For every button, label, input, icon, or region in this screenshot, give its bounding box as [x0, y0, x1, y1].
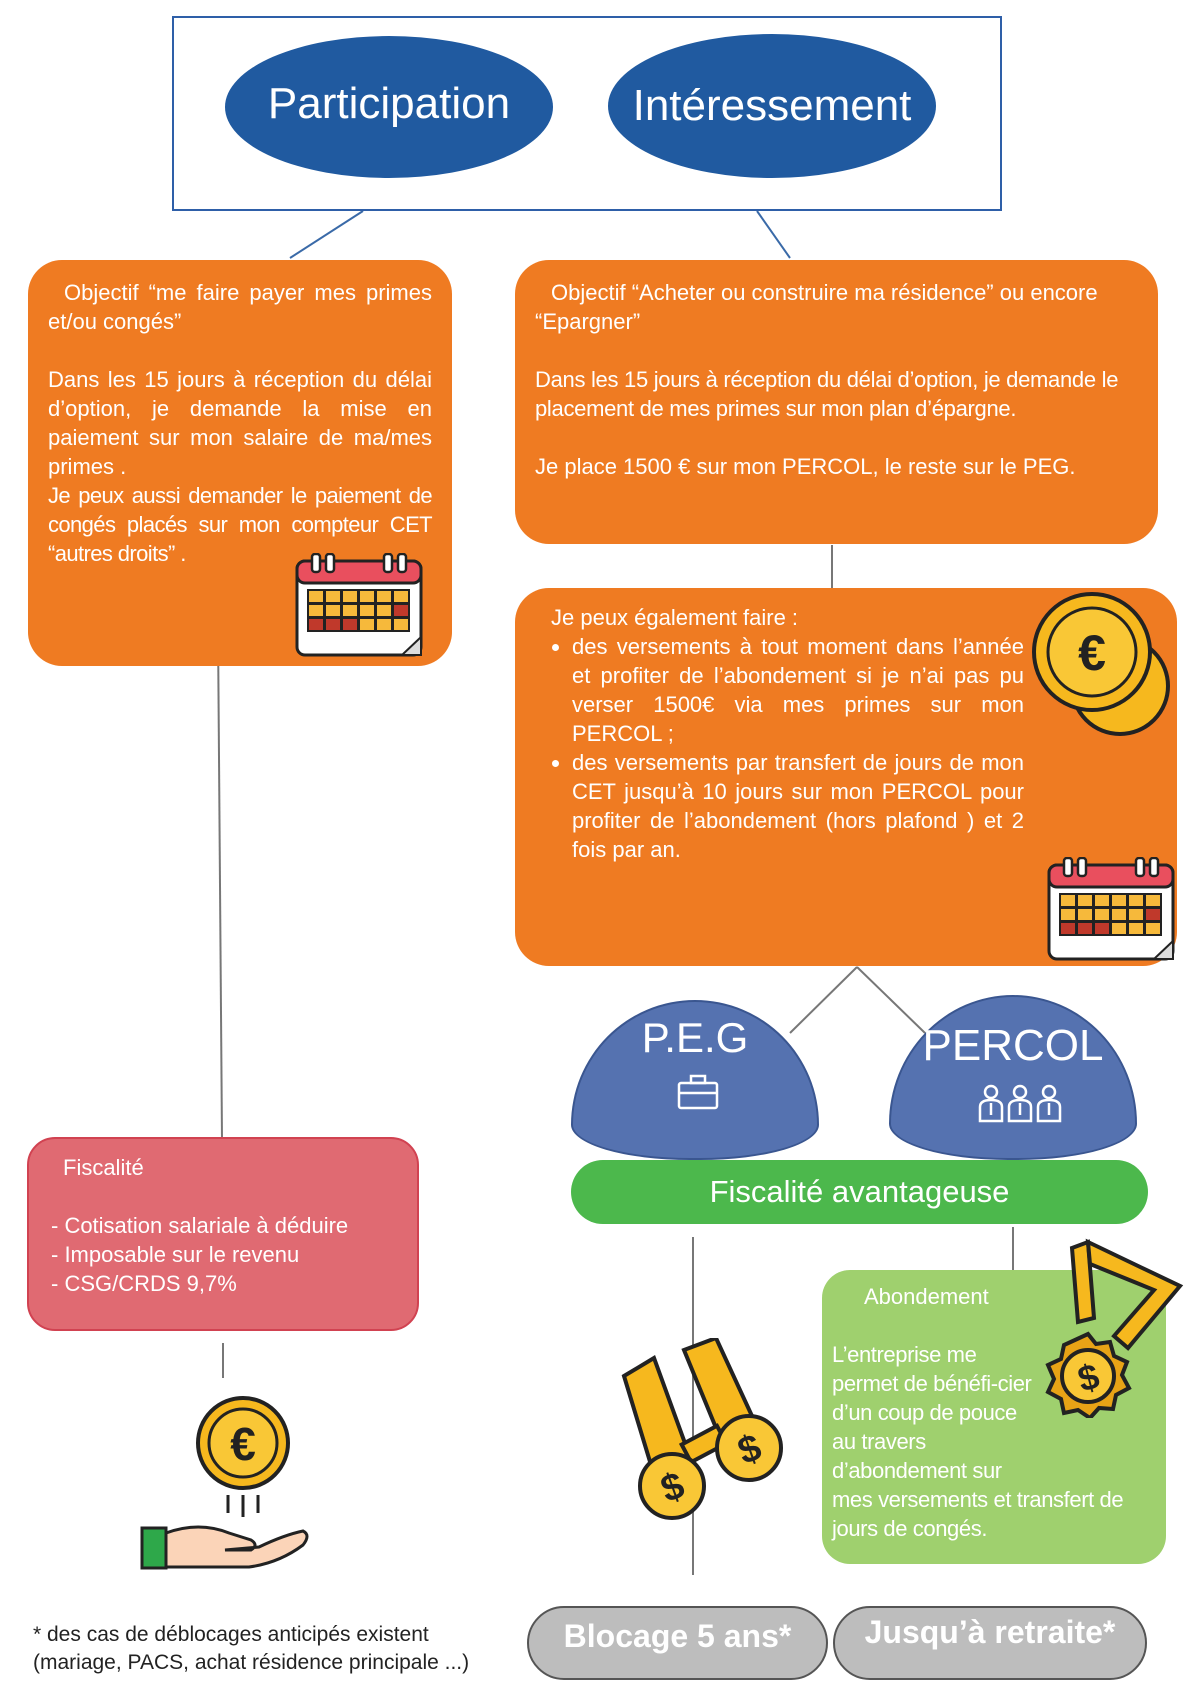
payment-objective-para1: Dans les 15 jours à réception du délai d’option, je demande la mise en paiement sur mon salaire de ma/mes primes .: [48, 367, 432, 479]
fiscalite-item: - Imposable sur le revenu: [51, 1242, 300, 1267]
additional-option-item: • des versements par transfert de jours de mon CET jusqu’à 10 jours sur mon PERCOL pour profiter de l’abondement (hors plafond ) et 2 fois par an.: [572, 748, 1024, 864]
additional-options-list: [551, 632, 1024, 864]
additional-option-item: • des versements à tout moment dans l’année et profiter de l’abondement si je n’ai pas pu verser 1500€ via mes primes sur mon PERCOL ;: [572, 632, 1024, 748]
blocage-pill: [527, 1606, 828, 1680]
retraite-pill: [833, 1606, 1147, 1680]
additional-options-intro: Je peux également faire :: [551, 605, 799, 630]
savings-objective-para2: Je place 1500 € sur mon PERCOL, le reste sur le PEG.: [535, 454, 1076, 479]
percol-label: PERCOL: [922, 1021, 1104, 1070]
payment-objective-para2: Je peux aussi demander le paiement de congés placés sur mon compteur CET “autres droits” .: [48, 483, 432, 566]
calendar-icon: [294, 553, 426, 658]
fiscalite-item: - CSG/CRDS 9,7%: [51, 1271, 237, 1296]
fiscalite-box: [27, 1137, 419, 1331]
svg-text:€: €: [1078, 625, 1106, 681]
footnote-line: (mariage, PACS, achat résidence principale ...): [33, 1651, 470, 1674]
svg-text:$: $: [655, 1464, 690, 1512]
fiscalite-item: - Cotisation salariale à déduire: [51, 1213, 349, 1238]
briefcase-icon: [677, 1074, 719, 1110]
savings-objective-box: [515, 260, 1158, 544]
participation-label: Participation: [267, 79, 511, 128]
abondement-title: Abondement: [864, 1284, 989, 1309]
people-group-icon: [977, 1083, 1063, 1123]
interessement-ellipse: [608, 34, 936, 178]
dollar-binoculars-icon: [614, 1338, 794, 1523]
footnote-line: * des cas de déblocages anticipés existent: [33, 1623, 429, 1646]
savings-objective-title: Objectif “Acheter ou construire ma résidence” ou encore “Epargner”: [535, 280, 1098, 334]
participation-ellipse: [225, 36, 553, 178]
euro-coins-icon: [1028, 590, 1178, 738]
svg-text:$: $: [1073, 1355, 1104, 1400]
svg-text:$: $: [732, 1426, 767, 1474]
fiscalite-avantageuse-label: Fiscalité avantageuse: [709, 1174, 1010, 1209]
svg-text:€: €: [230, 1418, 256, 1470]
savings-objective-para1: Dans les 15 jours à réception du délai d’option, je demande le placement de mes primes sur mon plan d’épargne.: [535, 367, 1119, 421]
retraite-label: Jusqu’à retraite*: [864, 1613, 1116, 1650]
calendar-icon: [1046, 857, 1178, 962]
interessement-label: Intéressement: [632, 81, 912, 130]
hand-receiving-coin-icon: [139, 1395, 309, 1575]
dollar-medal-icon: [1030, 1238, 1188, 1418]
peg-label: P.E.G: [641, 1014, 749, 1061]
fiscalite-title: Fiscalité: [63, 1155, 144, 1180]
blocage-label: Blocage 5 ans*: [563, 1617, 792, 1654]
payment-objective-title: Objectif “me faire payer mes primes et/ou congés”: [48, 280, 432, 334]
abondement-body: L’entreprise me permet de bénéfi-cier d’un coup de pouce au travers d’abondement sur mes versements et transfert de jours de congés.: [832, 1342, 1124, 1541]
peg-dome: [571, 1000, 819, 1160]
footnote: [33, 1621, 469, 1677]
fiscalite-avantageuse-bar: [571, 1160, 1148, 1224]
